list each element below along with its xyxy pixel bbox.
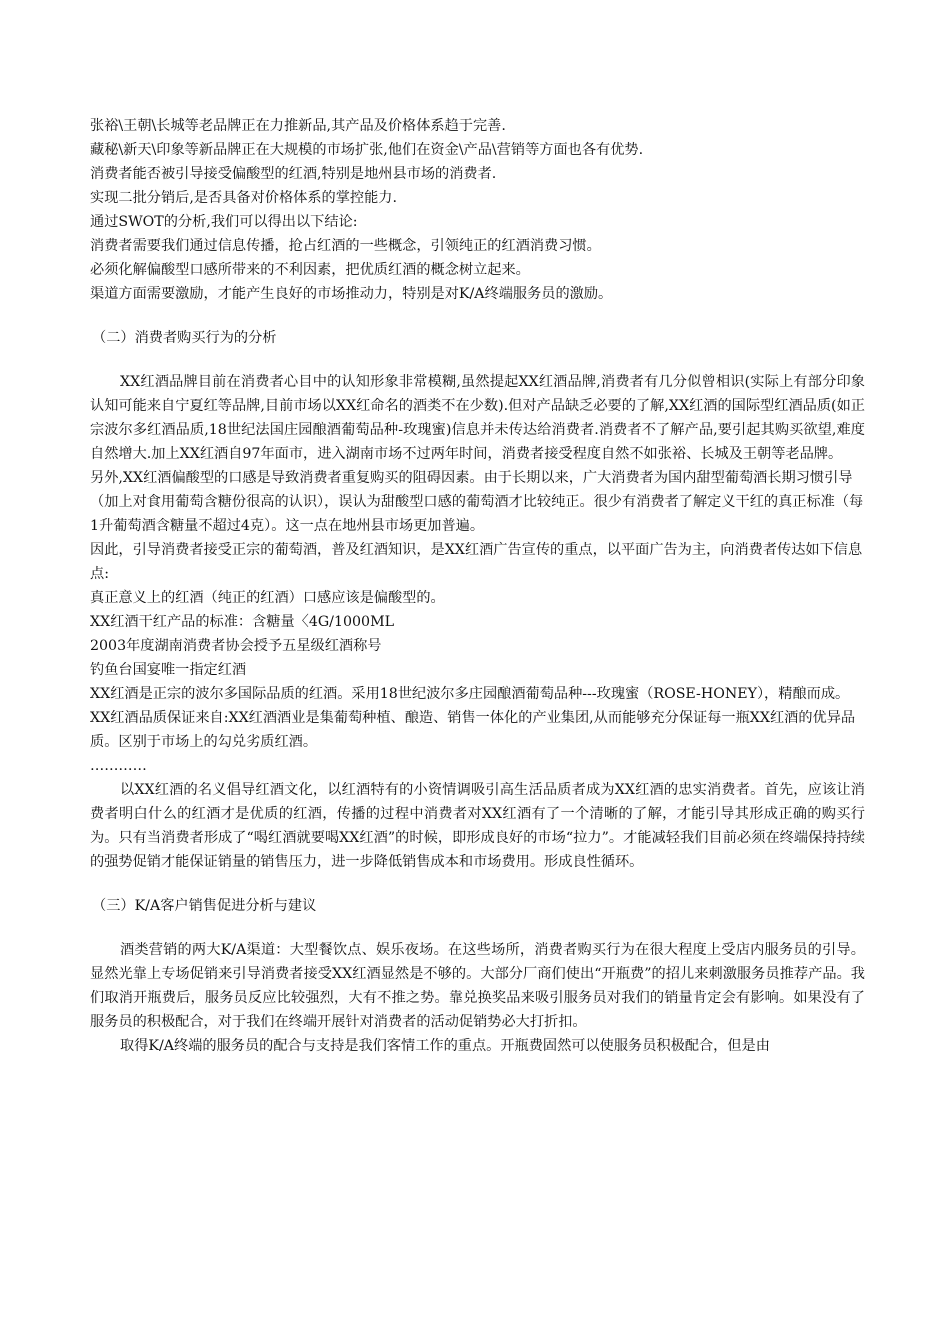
intro-line-7: 必须化解偏酸型口感所带来的不利因素，把优质红酒的概念树立起来。 — [90, 262, 530, 278]
section-2-heading: （二）消费者购买行为的分析 — [92, 330, 277, 346]
section-2-paragraph-6: 以XX红酒的名义倡导红酒文化，以红酒特有的小资情调吸引高生活品质者成为XX红酒的忠实消费者。首先，应该让消费者明白什么的红酒才是优质的红酒，传播的过程中消费者对XX红酒有了一个清晰的了解，才能引导其形成正确的购买行为。只有当消费者形成了“喝红酒就要喝XX红酒”的时候，即形成良好的市场“拉力”。才能减轻我们目前必须在终端保持持续的强势促销才能保证销量的销售压力，进一步降低销售成本和市场费用。形成良性循环。 — [90, 782, 865, 870]
section-2-paragraph-2: 另外,XX红酒偏酸型的口感是导致消费者重复购买的阻碍因素。由于长期以来，广大消费者为国内甜型葡萄酒长期习惯引导（加上对食用葡萄含糖份很高的认识），误认为甜酸型口感的葡萄酒才比较纯正。很少有消费者了解定义干红的真正标准（每1升葡萄酒含糖量不超过4克）。这一点在地州县市场更加普遍。 — [90, 470, 864, 534]
document-body — [90, 114, 865, 1058]
info-point-4: 钓鱼台国宴唯一指定红酒 — [90, 662, 247, 678]
section-2-paragraph-1: XX红酒品牌目前在消费者心目中的认知形象非常模糊,虽然提起XX红酒品牌,消费者有几分似曾相识(实际上有部分印象认知可能来自宁夏红等品牌,目前市场以XX红命名的酒类不在少数).但对产品缺乏必要的了解,XX红酒的国际型红酒品质(如正宗波尔多红酒品质,18世纪法国庄园酿酒葡萄品种-玫瑰蜜)信息并未传达给消费者.消费者不了解产品,要引起其购买欲望,难度自然增大.加上XX红酒自97年面市，进入湖南市场不过两年时间，消费者接受程度自然不如张裕、长城及王朝等老品牌。 — [90, 374, 865, 462]
info-point-1: 真正意义上的红酒（纯正的红酒）口感应该是偏酸型的。 — [90, 590, 445, 606]
section-3-paragraph-1: 酒类营销的两大K/A渠道：大型餐饮点、娱乐夜场。在这些场所，消费者购买行为在很大程度上受店内服务员的引导。显然光靠上专场促销来引导消费者接受XX红酒显然是不够的。大部分厂商们使出“开瓶费”的招儿来刺激服务员推荐产品。我们取消开瓶费后，服务员反应比较强烈，大有不推之势。靠兑换奖品来吸引服务员对我们的销量肯定会有影响。如果没有了服务员的积极配合，对于我们在终端开展针对消费者的活动促销势必大打折扣。 — [90, 942, 865, 1030]
intro-line-6: 消费者需要我们通过信息传播，抢占红酒的一些概念，引领纯正的红酒消费习惯。 — [90, 238, 601, 254]
info-point-3: 2003年度湖南消费者协会授予五星级红酒称号 — [90, 638, 382, 654]
intro-line-1: 张裕\王朝\长城等老品牌正在力推新品,其产品及价格体系趋于完善. — [90, 118, 506, 134]
section-2-paragraph-5: XX红酒品质保证来自:XX红酒酒业是集葡萄种植、酿造、销售一体化的产业集团,从而能够充分保证每一瓶XX红酒的优异品质。区别于市场上的勾兑劣质红酒。 — [90, 710, 856, 750]
section-2-paragraph-4: XX红酒是正宗的波尔多国际品质的红酒。采用18世纪波尔多庄园酿酒葡萄品种---玫瑰蜜（ROSE-HONEY），精酿而成。 — [90, 686, 850, 702]
section-2-paragraph-3: 因此，引导消费者接受正宗的葡萄酒，普及红酒知识，是XX红酒广告宣传的重点，以平面广告为主，向消费者传达如下信息点: — [90, 542, 863, 582]
intro-line-4: 实现二批分销后,是否具备对价格体系的掌控能力. — [90, 190, 397, 206]
intro-line-2: 藏秘\新天\印象等新品牌正在大规模的市场扩张,他们在资金\产品\营销等方面也各有优势. — [90, 142, 644, 158]
intro-line-3: 消费者能否被引导接受偏酸型的红酒,特别是地州县市场的消费者. — [90, 166, 497, 182]
ellipsis: ………… — [90, 758, 147, 774]
intro-line-5: 通过SWOT的分析,我们可以得出以下结论: — [90, 214, 358, 230]
intro-line-8: 渠道方面需要激励，才能产生良好的市场推动力，特别是对K/A终端服务员的激励。 — [90, 286, 613, 302]
section-3-heading: （三）K/A客户销售促进分析与建议 — [92, 898, 317, 914]
info-point-2: XX红酒干红产品的标准：含糖量〈4G/1000ML — [90, 614, 395, 630]
section-3-paragraph-2: 取得K/A终端的服务员的配合与支持是我们客情工作的重点。开瓶费固然可以使服务员积极配合，但是由 — [120, 1038, 770, 1054]
